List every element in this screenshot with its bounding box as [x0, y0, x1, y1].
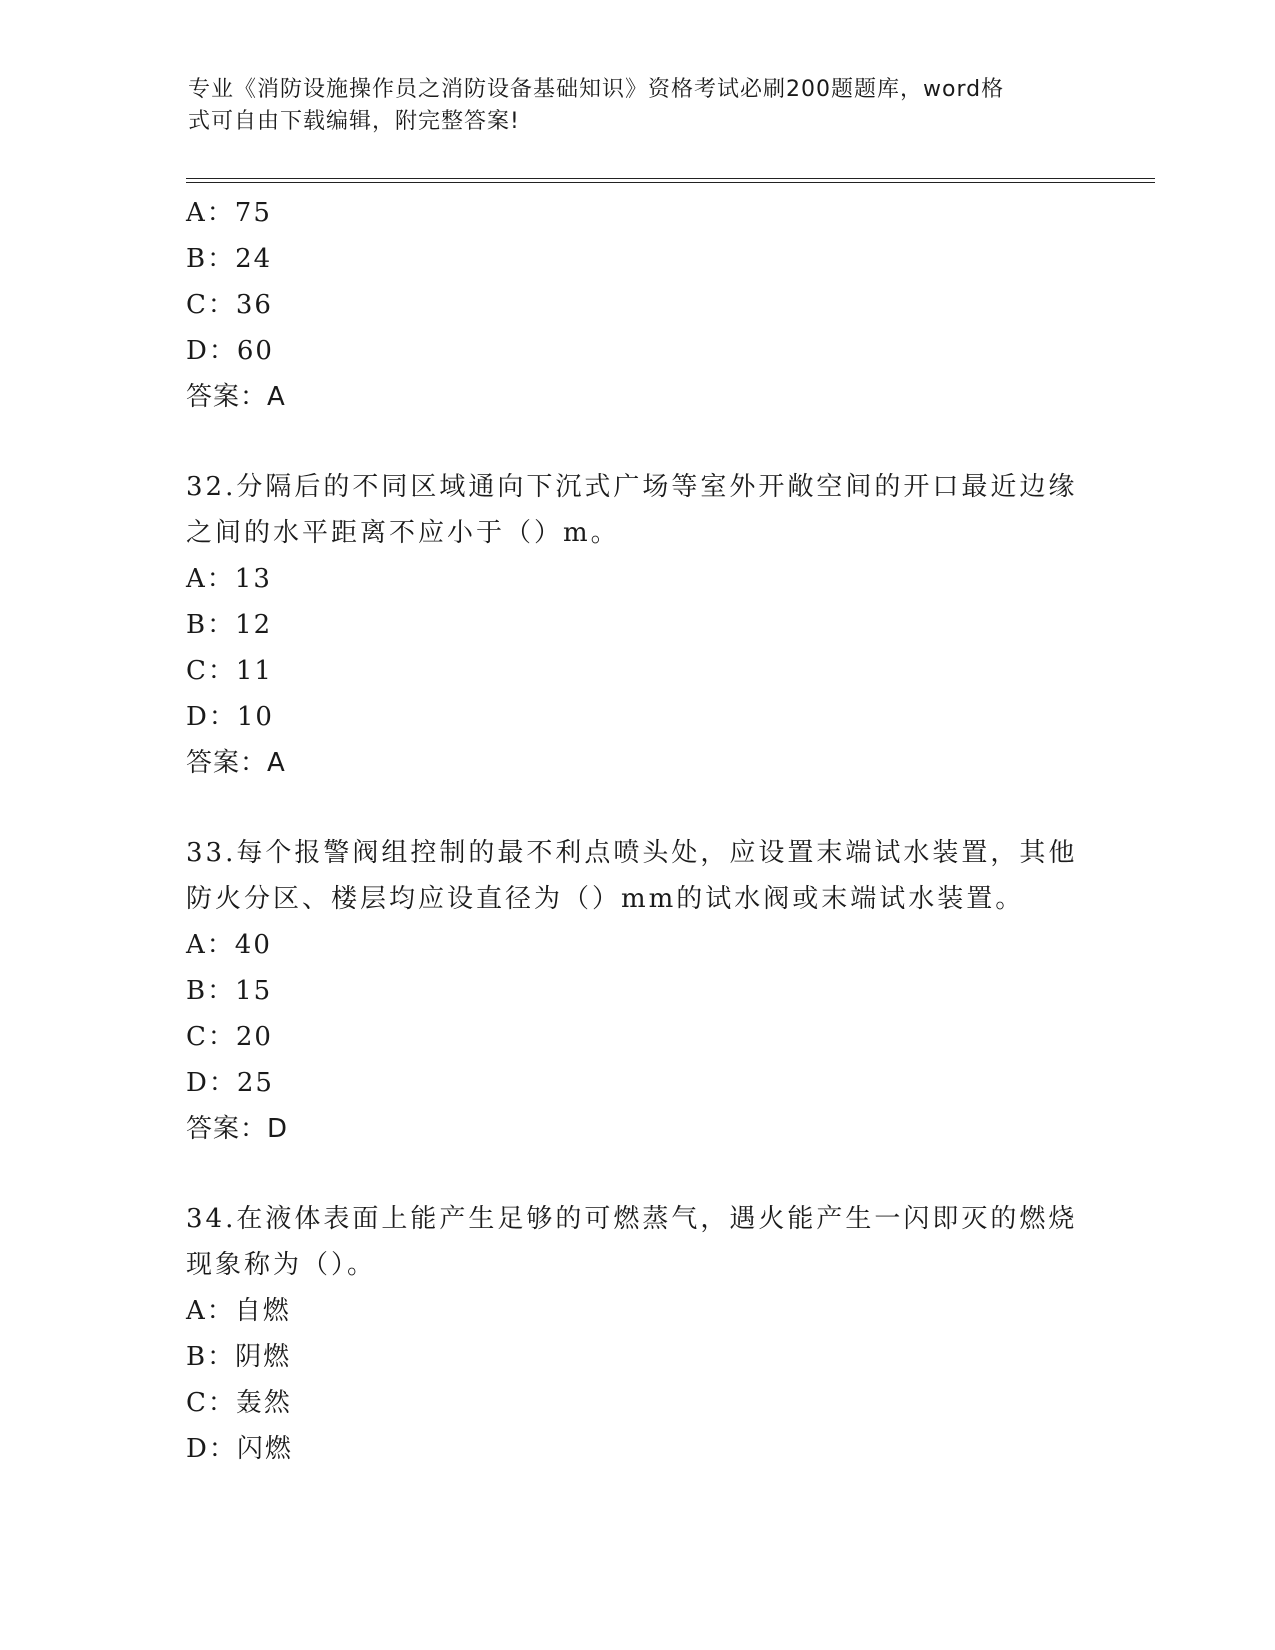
- question-32: [186, 464, 1086, 786]
- option-d: D：10: [186, 702, 274, 732]
- question-stem-line-2: 之间的水平距离不应小于（）m。: [186, 518, 620, 548]
- option-d: D：25: [186, 1068, 274, 1098]
- question-stem: [186, 464, 1086, 556]
- option-b: B：15: [186, 976, 273, 1006]
- question-34: [186, 1196, 1086, 1472]
- option-a: A：40: [186, 930, 272, 960]
- option-b: B：阴燃: [186, 1342, 292, 1372]
- option-d: D：闪燃: [186, 1434, 293, 1464]
- option-c: C：轰然: [186, 1388, 292, 1418]
- answer: 答案：D: [186, 1114, 289, 1144]
- option-b: B：12: [186, 610, 273, 640]
- option-a: A：13: [186, 564, 272, 594]
- document-header: [188, 74, 1068, 138]
- option-c: C：11: [186, 656, 273, 686]
- question-stem-line-1: 32.分隔后的不同区域通向下沉式广场等室外开敞空间的开口最近边缘: [186, 472, 1078, 502]
- question-stem-line-1: 34.在液体表面上能产生足够的可燃蒸气，遇火能产生一闪即灭的燃烧: [186, 1204, 1078, 1234]
- question-31: [186, 190, 1086, 420]
- answer: 答案：A: [186, 382, 286, 412]
- option-d: D：60: [186, 336, 274, 366]
- answer: 答案：A: [186, 748, 286, 778]
- option-b: B：24: [186, 244, 273, 274]
- question-stem: [186, 830, 1086, 922]
- question-stem-line-2: 现象称为（）。: [186, 1250, 377, 1280]
- option-a: A：75: [186, 198, 272, 228]
- question-stem-line-1: 33.每个报警阀组控制的最不利点喷头处，应设置末端试水装置，其他: [186, 838, 1078, 868]
- option-c: C：36: [186, 290, 273, 320]
- header-line-1: 专业《消防设施操作员之消防设备基础知识》资格考试必刷200题题库，word格: [188, 77, 1005, 102]
- question-list: [186, 190, 1086, 1472]
- question-stem: [186, 1196, 1086, 1288]
- header-divider-top: [186, 178, 1155, 179]
- option-a: A：自燃: [186, 1296, 291, 1326]
- question-33: [186, 830, 1086, 1152]
- question-stem-line-2: 防火分区、楼层均应设直径为（）mm的试水阀或末端试水装置。: [186, 884, 1025, 914]
- header-divider-bottom: [186, 182, 1155, 183]
- option-c: C：20: [186, 1022, 273, 1052]
- header-line-2: 式可自由下载编辑，附完整答案!: [188, 109, 520, 134]
